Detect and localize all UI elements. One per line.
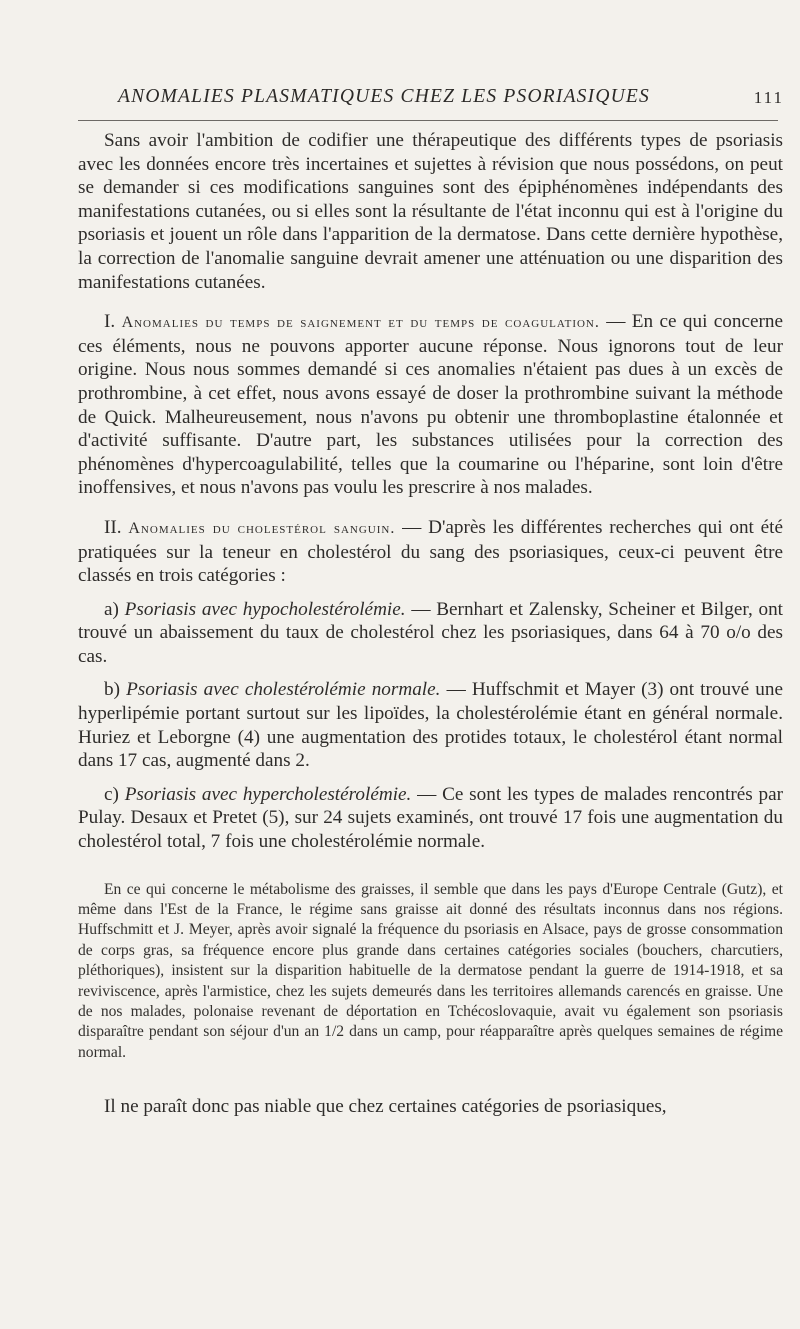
paragraph-category-c: [78, 783, 783, 854]
document-page: [78, 0, 784, 1329]
section-1-heading: Anomalies du temps de saignement et du temps de coagulation.: [121, 314, 600, 332]
category-a-title: Psoriasis avec hypocholestérolémie.: [124, 598, 406, 620]
category-a-label: a): [104, 598, 119, 620]
category-a-body: — Bernhart et Zalensky, Scheiner et Bilger, ont trouvé un abaissement du taux de cholestérol chez les psoriasiques, dans 64 à 70 o/o des cas.: [78, 598, 784, 667]
section-2-body: — D'après les différentes recherches qui ont été pratiquées sur la teneur en cholestérol du sang des psoriasiques, ceux-ci peuvent être classés en trois catégories :: [78, 516, 784, 587]
paragraph-section-1: [78, 310, 783, 500]
paragraph-section-2: [78, 516, 783, 588]
paragraph-note: En ce qui concerne le métabolisme des graisses, il semble que dans les pays d'Europe Centrale (Gutz), et même dans l'Est de la France, le régime sans graisse ait donné des résultats inconnus dans nos régions. Huffschmitt et J. Meyer, après avoir signalé la fréquence du psoriasis en Alsace, pays de grosse consommation de corps gras, sa fréquence encore plus grande dans certaines catégories sociales (bouchers, charcutiers, pléthoriques), insistent sur la disparition habituelle de la dermatose pendant la guerre de 1914-1918, et sa reviviscence, après l'armistice, chez les sujets demeurés dans les territoires allemands carencés en graisse. Une de nos malades, polonaise revenant de déportation en Tchécoslovaquie, avait vu également son psoriasis disparaître pendant son séjour d'un an 1/2 dans un camp, pour réapparaître après quelques semaines de régime normal.: [78, 880, 783, 1061]
category-b-label: b): [104, 679, 120, 701]
header-rule: [78, 120, 778, 121]
running-title: ANOMALIES PLASMATIQUES CHEZ LES PSORIASIQUES: [118, 86, 650, 107]
category-c-label: c): [104, 783, 119, 805]
paragraph-category-a: [78, 598, 783, 669]
paragraph-category-b: [78, 678, 783, 772]
paragraph-closing: Il ne paraît donc pas niable que chez certaines catégories de psoriasiques,: [104, 1096, 667, 1118]
section-1-number: I.: [104, 311, 116, 333]
category-b-title: Psoriasis avec cholestérolémie normale.: [126, 679, 441, 701]
category-c-body: — Ce sont les types de malades rencontrés par Pulay. Desaux et Pretet (5), sur 24 sujets examinés, ont trouvé 17 fois une augmentation du cholestérol total, 7 fois une cholestérolémie normale.: [78, 783, 784, 853]
page-number: 111: [753, 88, 784, 107]
running-header: [118, 86, 788, 116]
body-text: [78, 129, 783, 1119]
category-c-title: Psoriasis avec hypercholestérolémie.: [124, 783, 412, 805]
section-2-number: II.: [104, 516, 122, 538]
section-1-body: — En ce qui concerne ces éléments, nous ne pouvons apporter aucune réponse. Nous ignorons tout de leur origine. Nous nous sommes demandé si ces anomalies n'étaient pas dues à un excès de prothrombine, à cet effet, nous avons essayé de doser la prothrombine suivant la méthode de Quick. Malheureusement, nous n'avons pu obtenir une thromboplastine étalonnée et d'activité suffisante. D'autre part, les substances utilisées pour la correction des phénomènes d'hypercoagulabilité, telles que la coumarine ou l'héparine, sont loin d'être inoffensives, et nous n'avons pas voulu les prescrire à nos malades.: [78, 311, 784, 499]
paragraph-intro: Sans avoir l'ambition de codifier une thérapeutique des différents types de psoriasis avec les données encore très incertaines et sujettes à révision que nous possédons, on peut se demander si ces modifications sanguines sont des épiphénomènes indépendants des manifestations cutanées, ou si elles sont la résultante de l'état inconnu qui est à l'origine du psoriasis et jouent un rôle dans l'apparition de la dermatose. Dans cette dernière hypothèse, la correction de l'anomalie sanguine devrait amener une atténuation ou une disparition des manifestations cutanées.: [78, 130, 783, 293]
section-2-heading: Anomalies du cholestérol sanguin.: [128, 519, 396, 537]
category-b-body: — Huffschmit et Mayer (3) ont trouvé une hyperlipémie portant surtout sur les lipoïdes, la cholestérolémie étant en général normale. Huriez et Leborgne (4) une augmentation des protides totaux, le cholestérol étant normal dans 17 cas, augmenté dans 2.: [78, 679, 783, 772]
